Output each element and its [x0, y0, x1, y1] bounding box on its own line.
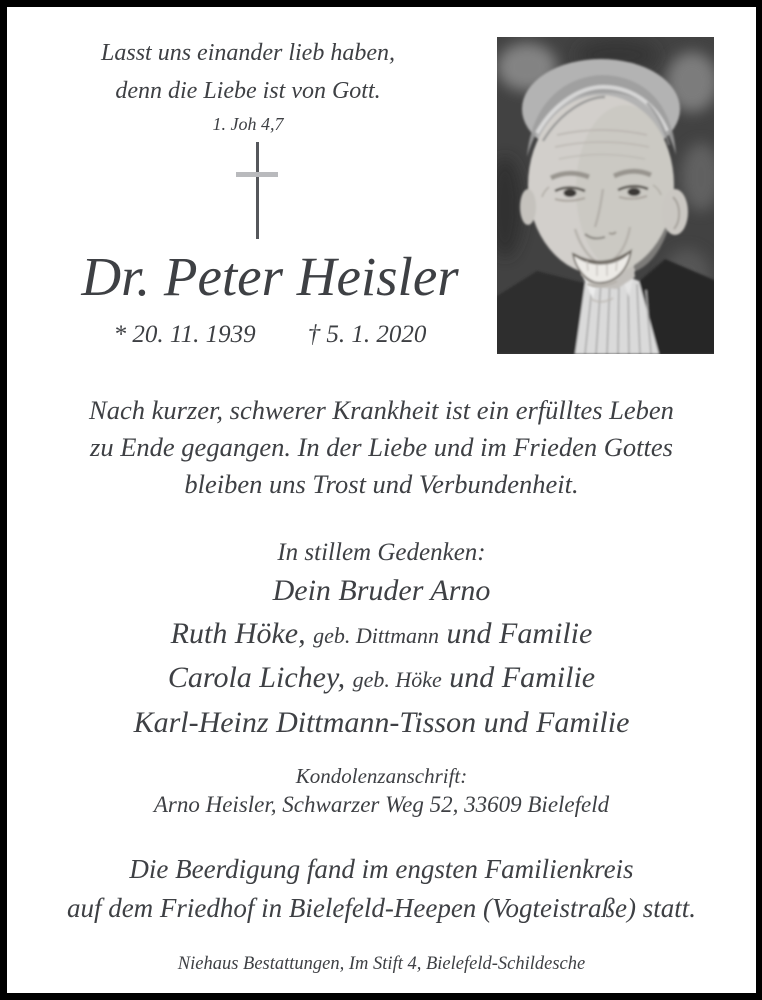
mourner-line: Karl-Heinz Dittmann-Tisson und Familie — [133, 705, 630, 739]
memorial-intro: In stillem Gedenken: — [277, 539, 486, 566]
funeral-info — [7, 850, 756, 927]
condolence-address: Arno Heisler, Schwarzer Weg 52, 33609 Bielefeld — [153, 792, 610, 817]
obituary-line: Nach kurzer, schwerer Krankheit ist ein erfülltes Leben — [89, 395, 674, 425]
life-dates — [20, 319, 520, 351]
birth-date: * 20. 11. 1939 — [113, 321, 256, 348]
obituary-card — [7, 7, 756, 993]
funeral-home-line: Niehaus Bestattungen, Im Stift 4, Bielefeld-Schildesche — [177, 954, 586, 974]
quote-line: denn die Liebe ist von Gott. — [115, 78, 381, 104]
mourners-list — [7, 570, 756, 744]
condolence-label: Kondolenzanschrift: — [295, 764, 468, 788]
cross-horizontal-bar — [236, 172, 278, 177]
portrait-photo — [497, 37, 714, 354]
quote-line: Lasst uns einander lieb haben, — [101, 40, 395, 66]
obituary-text — [7, 392, 756, 503]
deceased-name: Dr. Peter Heisler — [81, 246, 459, 307]
condolence-block — [7, 763, 756, 819]
mourner-line: Carola Lichey, geb. Höke und Familie — [167, 661, 596, 694]
obituary-line: zu Ende gegangen. In der Liebe und im Frieden Gottes — [90, 432, 673, 462]
funeral-line: Die Beerdigung fand im engsten Familienkreis — [129, 854, 634, 884]
death-date: † 5. 1. 2020 — [307, 321, 427, 348]
scripture-quote — [8, 34, 488, 135]
mourner-line: Dein Bruder Arno — [272, 574, 491, 607]
cross-vertical-bar — [256, 142, 259, 239]
memorial-cross-icon — [236, 142, 278, 239]
funeral-line: auf dem Friedhof in Bielefeld-Heepen (Vogteistraße) statt. — [66, 892, 697, 923]
mourner-line: Ruth Höke, geb. Dittmann und Familie — [170, 616, 593, 650]
obituary-line: bleiben uns Trost und Verbundenheit. — [184, 469, 579, 499]
quote-reference: 1. Joh 4,7 — [212, 114, 284, 134]
